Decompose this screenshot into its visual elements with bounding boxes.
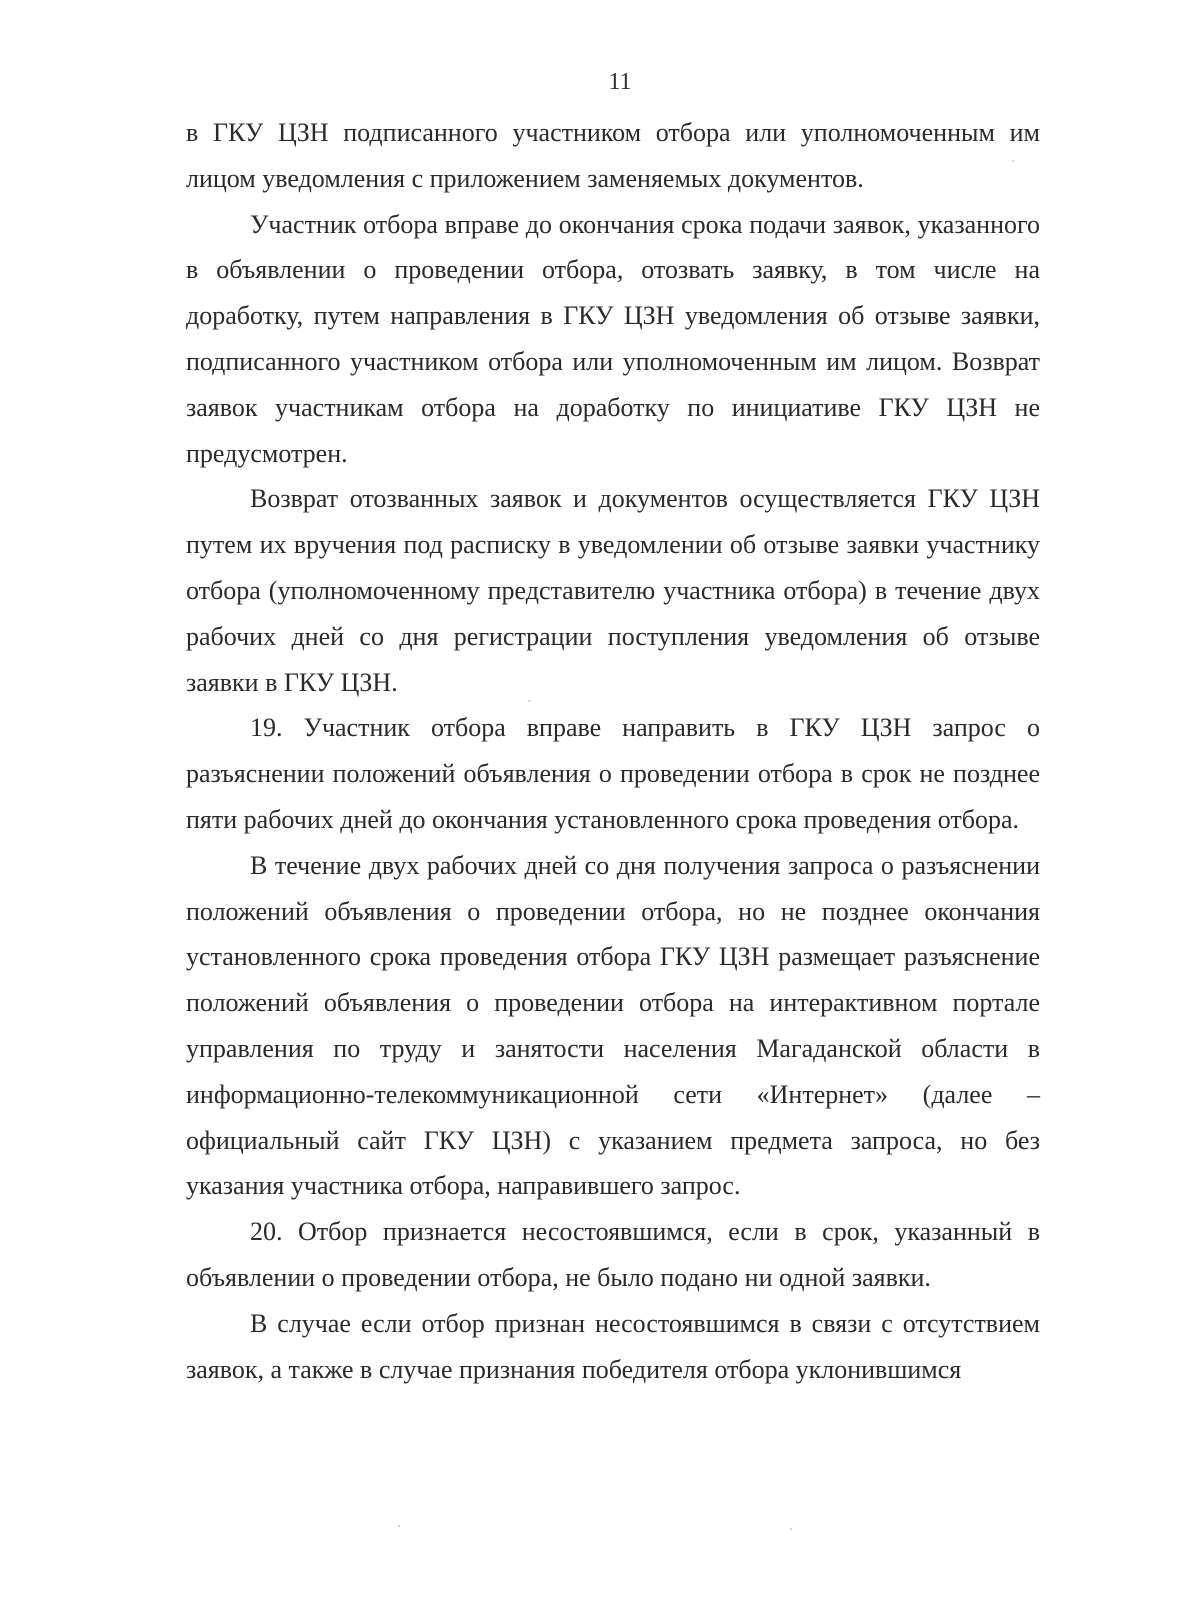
paragraph-clarification-publication: В течение двух рабочих дней со дня получения запроса о разъяснении положений объявления о проведении отбора, но не позднее окончания установленного срока проведения отбора ГКУ ЦЗН размещает разъяснение положений объявления о проведении отбора на интерактивном портале управления по труду и занятости населения Магаданской области в информационно-телекоммуникационной сети «Интернет» (далее – официальный сайт ГКУ ЦЗН) с указанием предмета запроса, но без указания участника отбора, направившего запрос. xyxy=(186,850,1040,1201)
document-body xyxy=(186,110,1040,1392)
paragraph-return-of-applications: Возврат отозванных заявок и документов осуществляется ГКУ ЦЗН путем их вручения под расписку в уведомлении об отзыве заявки участнику отбора (уполномоченному представителю участника отбора) в течение двух рабочих дней со дня регистрации поступления уведомления об отзыве заявки в ГКУ ЦЗН. xyxy=(186,484,1040,697)
paragraph-failed-selection: В случае если отбор признан несостоявшимся в связи с отсутствием заявок, а также в случае признания победителя отбора уклонившимся xyxy=(186,1308,1040,1384)
scan-speck xyxy=(528,700,530,702)
paragraph-withdrawal-of-application: Участник отбора вправе до окончания срока подачи заявок, указанного в объявлении о проведении отбора, отозвать заявку, в том числе на доработку, путем направления в ГКУ ЦЗН уведомления об отзыве заявки, подписанного участником отбора или уполномоченным им лицом. Возврат заявок участникам отбора на доработку по инициативе ГКУ ЦЗН не предусмотрен. xyxy=(186,209,1040,468)
paragraph-continuation: в ГКУ ЦЗН подписанного участником отбора или уполномоченным им лицом уведомления с приложением заменяемых документов. xyxy=(186,118,1040,193)
page-number: 11 xyxy=(608,69,632,95)
scan-speck xyxy=(790,1528,792,1530)
scan-speck xyxy=(398,1525,400,1527)
paragraph-clause-20: 20. Отбор признается несостоявшимся, если в срок, указанный в объявлении о проведении отбора, не было подано ни одной заявки. xyxy=(186,1217,1040,1292)
paragraph-clause-19: 19. Участник отбора вправе направить в ГКУ ЦЗН запрос о разъяснении положений объявления о проведении отбора в срок не позднее пяти рабочих дней до окончания установленного срока проведения отбора. xyxy=(186,713,1040,834)
scan-speck xyxy=(1012,160,1014,162)
